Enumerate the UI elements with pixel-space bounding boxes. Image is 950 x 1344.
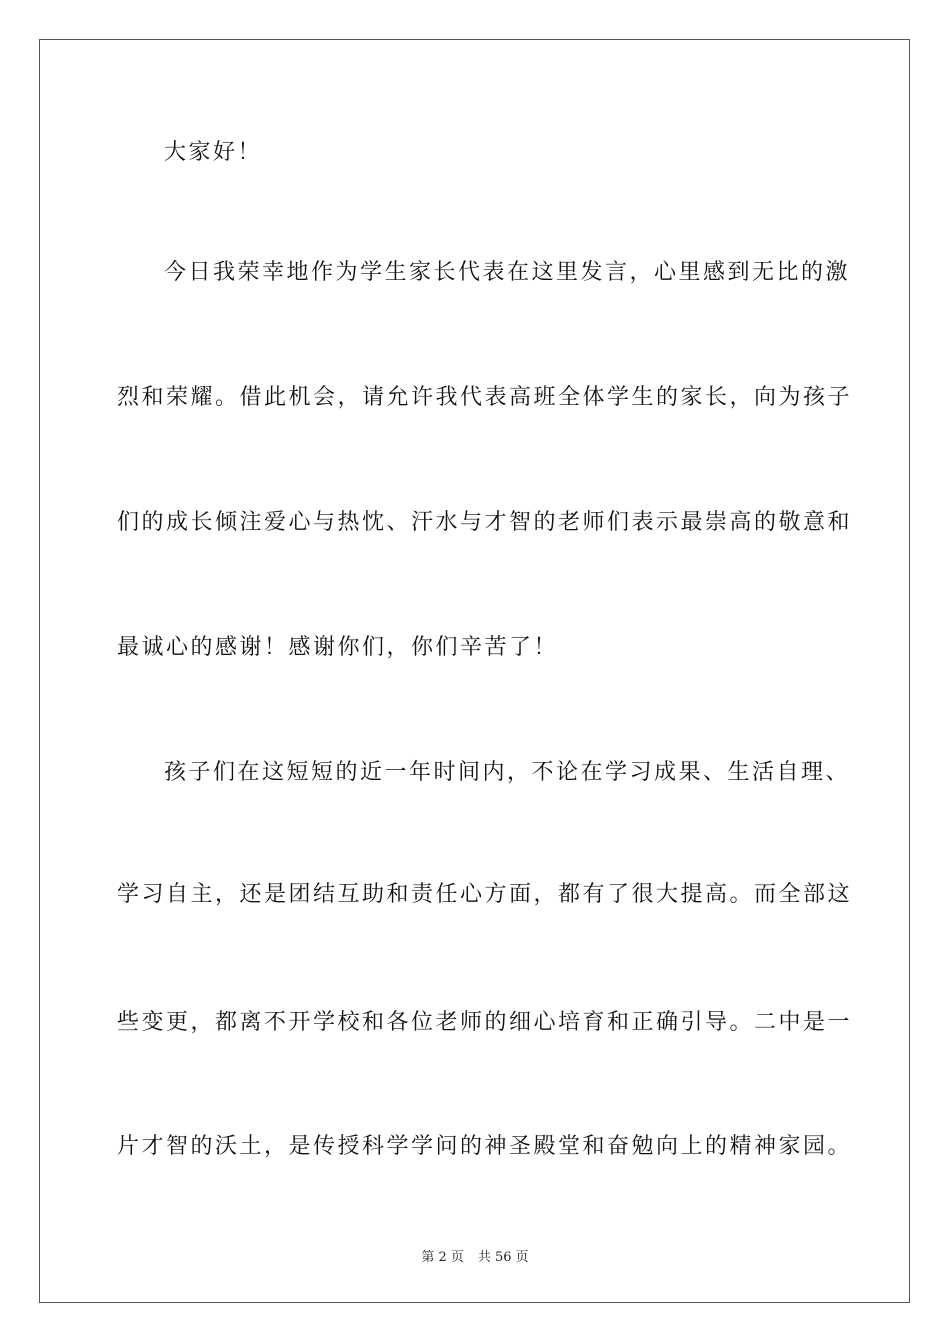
paragraph-line: 们的成长倾注爱心与热忱、汗水与才智的老师们表示最崇高的敬意和 [117, 510, 853, 535]
page-number: 第 2 页 [421, 1250, 464, 1265]
greeting-line: 大家好！ [164, 140, 263, 165]
page-footer [0, 1246, 950, 1265]
paragraph-line: 烈和荣耀。借此机会，请允许我代表高班全体学生的家长，向为孩子 [117, 385, 853, 410]
paragraph-line: 孩子们在这短短的近一年时间内，不论在学习成果、生活自理、 [164, 760, 851, 785]
paragraph-line: 最诚心的感谢！感谢你们，你们辛苦了！ [117, 635, 559, 660]
page-border [39, 39, 910, 1303]
paragraph-line: 些变更，都离不开学校和各位老师的细心培育和正确引导。二中是一 [117, 1010, 853, 1035]
paragraph-line: 学习自主，还是团结互助和责任心方面，都有了很大提高。而全部这 [117, 882, 853, 907]
paragraph-line: 今日我荣幸地作为学生家长代表在这里发言，心里感到无比的激 [164, 260, 851, 285]
page-total: 共 56 页 [477, 1250, 529, 1265]
paragraph-line: 片才智的沃土，是传授科学学问的神圣殿堂和奋勉向上的精神家园。 [117, 1134, 853, 1159]
